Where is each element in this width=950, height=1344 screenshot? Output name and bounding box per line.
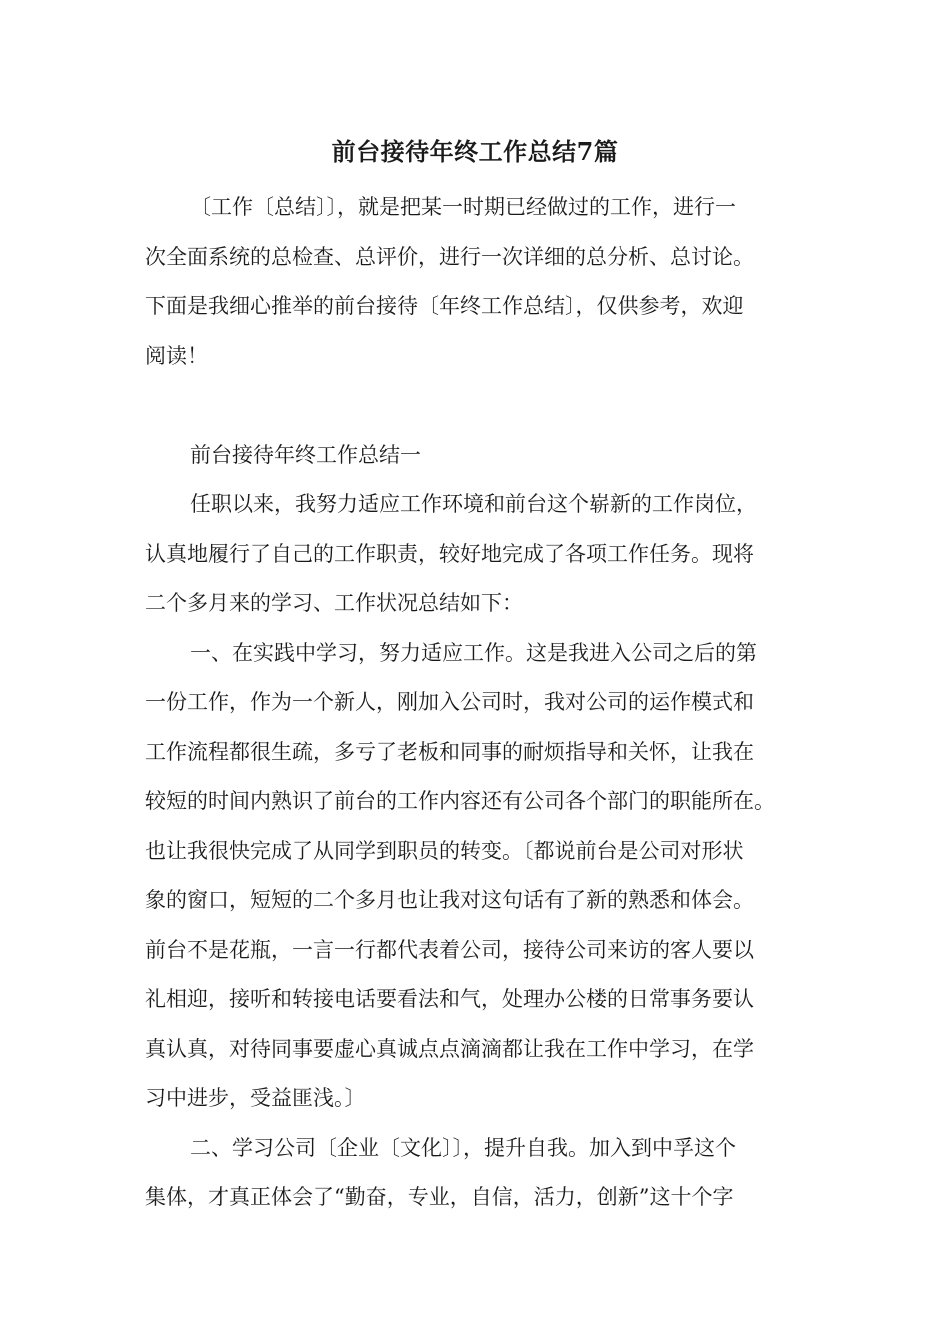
paragraph-line: 二、学习公司〔企业〔文化〕〕，提升自我。加入到中孚这个 [190, 1135, 736, 1160]
paragraph-line: 前台不是花瓶，一言一行都代表着公司，接待公司来访的客人要以 [145, 937, 754, 962]
paragraph-line: 阅读！ [145, 343, 208, 368]
paragraph-line: 也让我很快完成了从同学到职员的转变。〔都说前台是公司对形状 [145, 838, 744, 863]
section-heading: 前台接待年终工作总结一 [190, 442, 421, 467]
paragraph-line: 一、在实践中学习，努力适应工作。这是我进入公司之后的第 [190, 640, 757, 665]
paragraph-line: 下面是我细心推举的前台接待〔年终工作总结〕，仅供参考，欢迎 [145, 294, 744, 318]
paragraph-line: 认真地履行了自己的工作职责，较好地完成了各项工作任务。现将 [145, 541, 754, 566]
paragraph-line: 任职以来，我努力适应工作环境和前台这个崭新的工作岗位， [190, 492, 757, 516]
paragraph-line: 次全面系统的总检查、总评价，进行一次详细的总分析、总讨论。 [145, 244, 754, 269]
paragraph-line: 集体，才真正体会了“勤奋，专业，自信，活力，创新”这十个字 [145, 1185, 734, 1209]
blank-line [145, 381, 815, 431]
paragraph-line: 〔工作〔总结〕〕，就是把某一时期已经做过的工作，进行一 [190, 195, 736, 219]
document-body [145, 183, 815, 1223]
paragraph-line: 象的窗口，短短的二个多月也让我对这句话有了新的熟悉和体会。 [145, 888, 754, 912]
paragraph-line: 较短的时间内熟识了前台的工作内容还有公司各个部门的职能所在。 [145, 789, 775, 813]
paragraph-line: 礼相迎，接听和转接电话要看法和气，处理办公楼的日常事务要认 [145, 987, 754, 1011]
paragraph-line: 二个多月来的学习、工作状况总结如下： [145, 591, 523, 615]
paragraph-line: 习中进步，受益匪浅。〕 [145, 1086, 366, 1110]
paragraph-line: 工作流程都很生疏，多亏了老板和同事的耐烦指导和关怀，让我在 [145, 739, 754, 764]
paragraph-line: 一份工作，作为一个新人，刚加入公司时，我对公司的运作模式和 [145, 690, 754, 714]
paragraph-line: 真认真，对待同事要虚心真诚点点滴滴都让我在工作中学习，在学 [145, 1036, 754, 1061]
document-title: 前台接待年终工作总结7篇 [331, 137, 619, 166]
